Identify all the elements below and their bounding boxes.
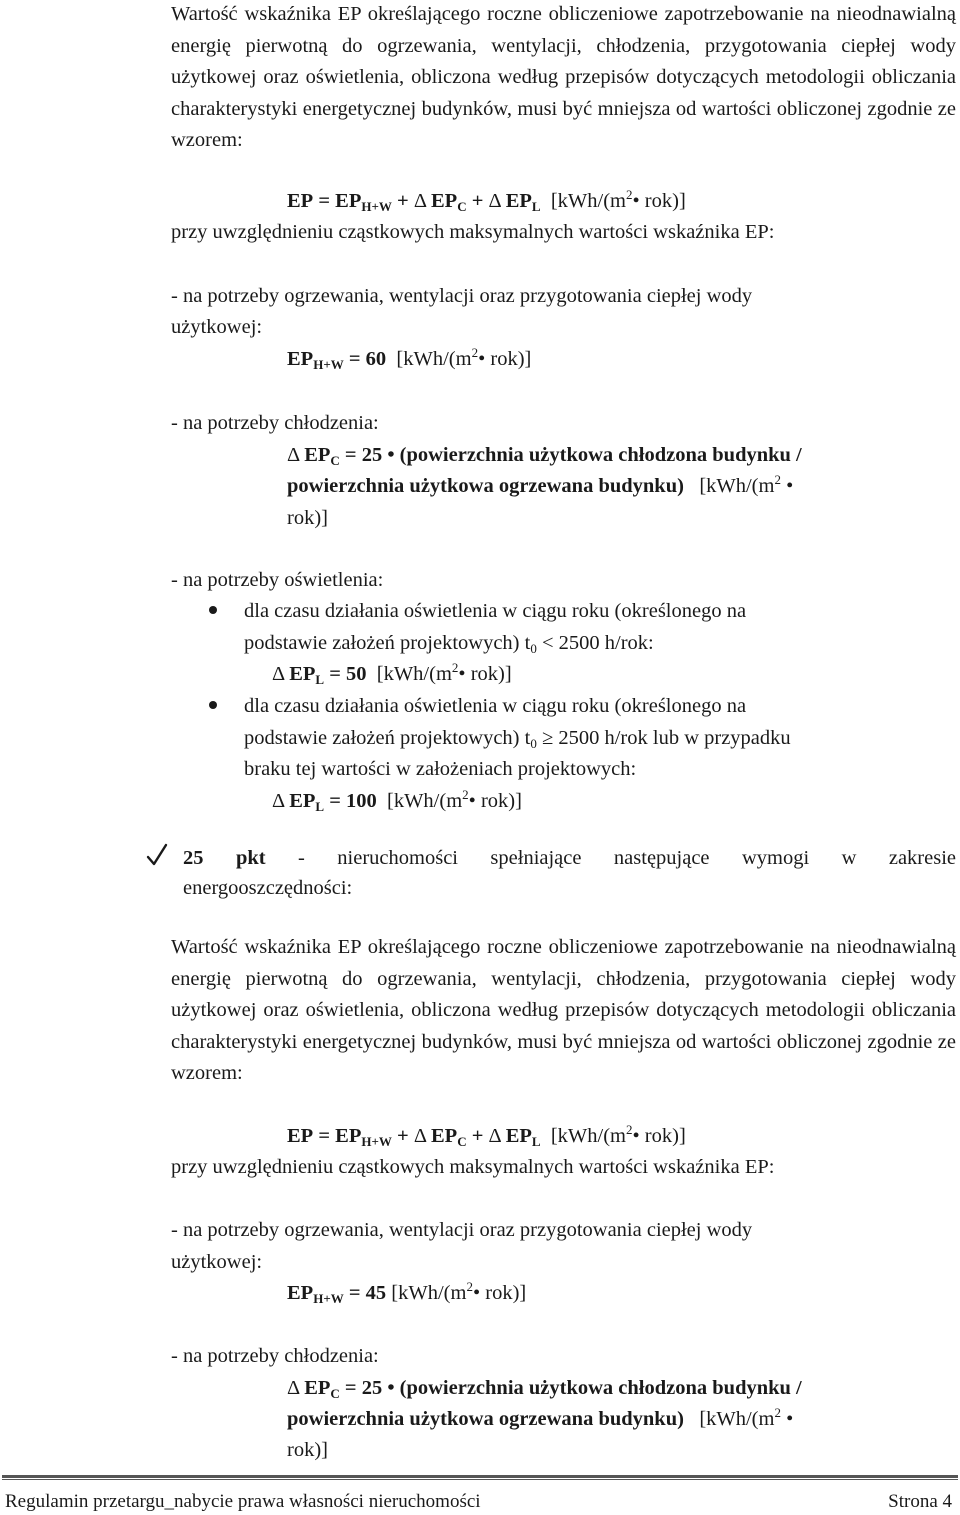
cooling-formula-2: Δ $EP_C = 25$ • (powierzchnia użytkowa chłodzona budynku /: [287, 1377, 802, 1401]
footer-divider: [2, 1479, 958, 1480]
footer-document-title: Regulamin przetargu_nabycie prawa własności nieruchomości: [5, 1491, 481, 1512]
lighting-case-1-cont: podstawie założeń projektowych) $t_0 < 2500$ h/rok:: [244, 632, 654, 656]
ep-formula: EP = $EP_{H+W} + \Delta$ $EP_C + \Delta$ $EP_L$ [$kWh/(m^2•$ rok)]: [287, 187, 686, 214]
heating-formula-2: $EP_{H+W} = 45$ [$kWh/(m^2•$ rok)]: [287, 1279, 527, 1306]
cooling-unit-end: rok)]: [287, 507, 328, 529]
lighting-case-2-cont: podstawie założeń projektowych) $t_0 \ge 2500$ h/rok lub w przypadku: [244, 727, 791, 751]
heating-label-2: - na potrzeby ogrzewania, wentylacji oraz przygotowania ciepłej wody: [171, 1219, 753, 1241]
cooling-formula-2-cont: powierzchnia użytkowa ogrzewana budynku) [$kWh/(m^2$ •: [287, 1405, 794, 1430]
heating-formula: $EP_{H+W} = 60$ [$kWh/(m^2•$ rok)]: [287, 345, 532, 372]
lighting-case-2-cont2: braku tej wartości w założeniach projektowych:: [244, 758, 637, 780]
cooling-label-2: - na potrzeby chłodzenia:: [171, 1345, 379, 1367]
ep-formula-2: EP = $EP_{H+W} + \Delta$ $EP_C + \Delta$ $EP_L$ [$kWh/(m^2•$ rok)]: [287, 1122, 686, 1149]
cooling-unit-end-2: rok)]: [287, 1439, 328, 1461]
checkmark-icon: [146, 842, 168, 868]
heating-label: - na potrzeby ogrzewania, wentylacji oraz przygotowania ciepłej wody: [171, 285, 753, 307]
footer-page-number: Strona 4: [888, 1491, 952, 1512]
points-item-cont: energooszczędności:: [183, 877, 353, 899]
lighting-label: - na potrzeby oświetlenia:: [171, 569, 384, 591]
bullet-icon: [209, 701, 217, 709]
partial-values-text: przy uwzględnieniu cząstkowych maksymalnych wartości wskaźnika EP:: [171, 221, 775, 243]
intro-paragraph-2: Wartość wskaźnika EP określającego roczne obliczeniowe zapotrzebowanie na nieodnawialną energię pierwotną do ogrzewania, wentylacji, chłodzenia, przygotowania ciepłej wody użytkowej oraz oświetlenia, obliczona według przepisów dotyczących metodologii obliczania charakterystyki energetycznej budynków, musi być mniejsza od wartości obliczonej zgodnie ze wzorem:: [171, 936, 956, 1084]
cooling-formula-cont: powierzchnia użytkowa ogrzewana budynku) [$kWh/(m^2$ •: [287, 472, 794, 497]
lighting-formula-1: Δ $EP_L = 50$ [$kWh/(m^2•$ rok)]: [272, 660, 512, 687]
partial-values-text-2: przy uwzględnieniu cząstkowych maksymalnych wartości wskaźnika EP:: [171, 1156, 775, 1178]
points-item: 25 pkt - nieruchomości spełniające następujące wymogi w zakresie: [183, 847, 956, 869]
cooling-formula: Δ $EP_C = 25$ • (powierzchnia użytkowa chłodzona budynku /: [287, 444, 802, 468]
footer-divider: [2, 1475, 958, 1478]
intro-paragraph: Wartość wskaźnika EP określającego roczne obliczeniowe zapotrzebowanie na nieodnawialną energię pierwotną do ogrzewania, wentylacji, chłodzenia, przygotowania ciepłej wody użytkowej oraz oświetlenia, obliczona według przepisów dotyczących metodologii obliczania charakterystyki energetycznej budynków, musi być mniejsza od wartości obliczonej zgodnie ze wzorem:: [171, 3, 956, 151]
lighting-case-2: dla czasu działania oświetlenia w ciągu roku (określonego na: [244, 695, 747, 717]
lighting-formula-2: Δ $EP_L = 100$ [$kWh/(m^2•$ rok)]: [272, 787, 522, 814]
heating-label-cont: użytkowej:: [171, 316, 263, 338]
cooling-label: - na potrzeby chłodzenia:: [171, 412, 379, 434]
heating-label-2-cont: użytkowej:: [171, 1251, 263, 1273]
lighting-case-1: dla czasu działania oświetlenia w ciągu roku (określonego na: [244, 600, 747, 622]
bullet-icon: [209, 606, 217, 614]
